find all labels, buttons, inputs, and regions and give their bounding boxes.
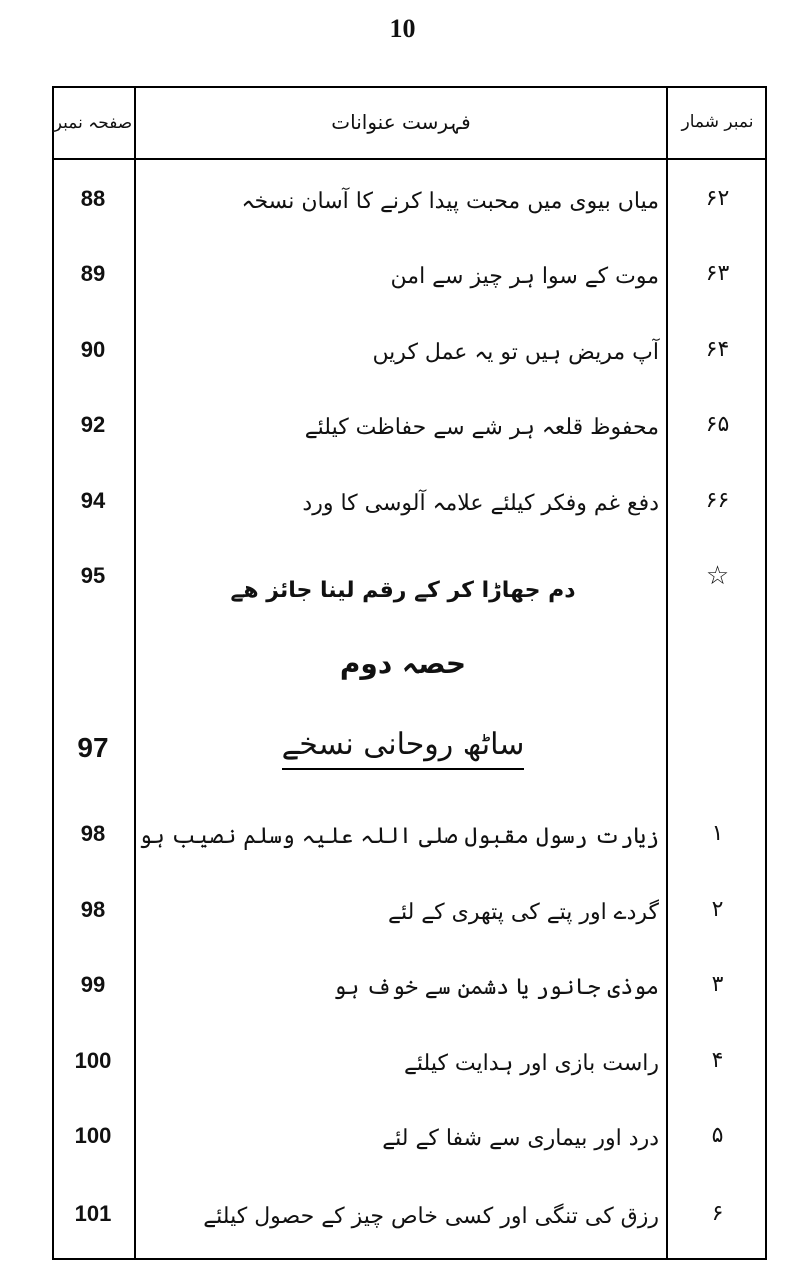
row-title: رزق کی تنگی اور کسی خاص چیز کے حصول کیلئے <box>203 1204 659 1229</box>
row-page: 88 <box>80 186 106 211</box>
row-page: 89 <box>80 261 106 286</box>
header-title: فہرست عنوانات <box>331 110 471 134</box>
row-serial: ۲ <box>711 897 724 922</box>
section-heading: حصہ دوم <box>339 647 467 680</box>
row-title: راست بازی اور ہدایت کیلئے <box>404 1051 659 1076</box>
row-serial: ۶۲ <box>705 186 730 211</box>
row-title: دم جھاڑا کر کے رقم لینا جائز ھے <box>230 578 576 603</box>
toc-table <box>52 86 767 1260</box>
subsection-heading <box>147 727 659 763</box>
header-divider <box>52 158 767 160</box>
header-page-number: صفحہ نمبر <box>53 112 133 133</box>
header-serial-number: نمبر شمار <box>681 112 754 132</box>
row-page: 98 <box>80 897 106 922</box>
row-page: 95 <box>80 563 106 588</box>
row-title: موذی جانور یا دشمن سے خوف ہو <box>333 975 659 1000</box>
row-serial: ۴ <box>711 1048 724 1073</box>
row-serial: ۶۳ <box>705 261 730 286</box>
row-title: محفوظ قلعہ ہر شے سے حفاظت کیلئے <box>304 415 659 440</box>
row-page: 101 <box>74 1201 112 1226</box>
row-serial: ۱ <box>711 821 724 846</box>
row-page: 90 <box>80 337 106 362</box>
row-title: آپ مریض ہیں تو یہ عمل کریں <box>372 340 659 365</box>
row-serial: ۶۶ <box>705 488 730 513</box>
row-page: 99 <box>80 972 106 997</box>
row-serial: ۵ <box>711 1123 724 1148</box>
row-page: 97 <box>77 732 109 763</box>
row-serial: ۶۵ <box>705 412 730 437</box>
row-page: 100 <box>74 1123 112 1148</box>
row-title: درد اور بیماری سے شفا کے لئے <box>382 1126 659 1151</box>
row-serial: ۶۴ <box>705 337 730 362</box>
row-serial: ۶ <box>711 1201 724 1226</box>
row-title: گردے اور پتے کی پتھری کے لئے <box>388 900 659 925</box>
column-divider-page <box>134 86 136 1260</box>
row-title: میاں بیوی میں محبت پیدا کرنے کا آسان نسخہ <box>241 189 659 214</box>
subsection-heading-text: ساٹھ روحانی نسخے <box>282 727 525 770</box>
row-page: 94 <box>80 488 106 513</box>
row-serial: ۳ <box>711 972 724 997</box>
row-page: 92 <box>80 412 106 437</box>
row-title: دفع غم وفکر کیلئے علامہ آلوسی کا ورد <box>302 491 659 516</box>
row-page: 100 <box>74 1048 112 1073</box>
row-title: زیارت رسول مقبول صلی اللہ علیہ وسلم نصیب ہو <box>138 824 659 849</box>
row-page: 98 <box>80 821 106 846</box>
page-number: 10 <box>389 14 416 43</box>
row-title: موت کے سوا ہر چیز سے امن <box>390 264 659 289</box>
star-icon: ☆ <box>705 561 730 591</box>
